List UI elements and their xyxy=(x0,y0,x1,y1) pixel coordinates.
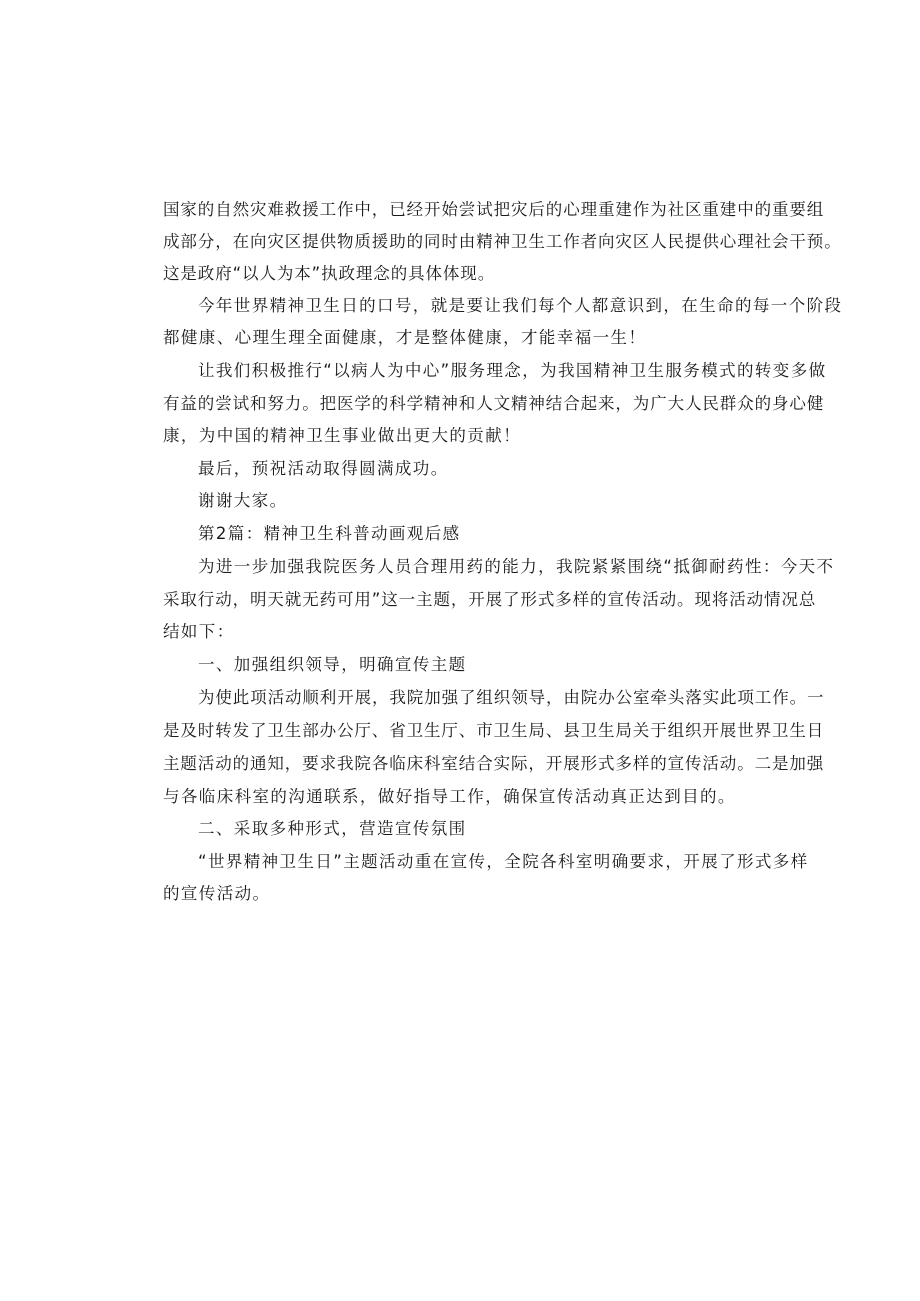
paragraph-line: “世界精神卫生日”主题活动重在宣传，全院各科室明确要求，开展了形式多样 xyxy=(198,852,809,871)
paragraph-line: 国家的自然灾难救援工作中，已经开始尝试把灾后的心理重建作为社区重建中的重要组 xyxy=(163,200,825,219)
paragraph-line: 主题活动的通知，要求我院各临床科室结合实际，开展形式多样的宣传活动。二是加强 xyxy=(163,754,825,773)
paragraph-line: 谢谢大家。 xyxy=(198,491,288,510)
paragraph-line: 康，为中国的精神卫生事业做出更大的贡献！ xyxy=(163,426,521,445)
paragraph-line: 都健康、心理生理全面健康，才是整体健康，才能幸福一生！ xyxy=(163,328,647,347)
section-heading: 二、采取多种形式，营造宣传氛围 xyxy=(198,819,467,838)
paragraph-line: 成部分，在向灾区提供物质援助的同时由精神卫生工作者向灾区人民提供心理社会干预。 xyxy=(163,232,842,251)
paragraph-line: 为使此项活动顺利开展，我院加强了组织领导，由院办公室牵头落实此项工作。一 xyxy=(198,688,825,707)
paragraph-line: 是及时转发了卫生部办公厅、省卫生厅、市卫生局、县卫生局关于组织开展世界卫生日 xyxy=(163,721,825,740)
paragraph-line: 这是政府“以人为本”执政理念的具体体现。 xyxy=(163,264,496,283)
paragraph-line: 让我们积极推行“以病人为中心”服务理念，为我国精神卫生服务模式的转变多做 xyxy=(198,361,827,380)
paragraph-line: 为进一步加强我院医务人员合理用药的能力，我院紧紧围绕“抵御耐药性：今天不 xyxy=(198,557,835,576)
paragraph-line: 有益的尝试和努力。把医学的科学精神和人文精神结合起来，为广大人民群众的身心健 xyxy=(163,394,825,413)
paragraph-line: 最后，预祝活动取得圆满成功。 xyxy=(198,459,449,478)
section-heading: 一、加强组织领导，明确宣传主题 xyxy=(198,655,467,674)
paragraph-line: 采取行动，明天就无药可用”这一主题，开展了形式多样的宣传活动。现将活动情况总 xyxy=(163,590,817,609)
article-heading: 第2篇：精神卫生科普动画观后感 xyxy=(198,524,461,543)
paragraph-line: 与各临床科室的沟通联系，做好指导工作，确保宣传活动真正达到目的。 xyxy=(163,787,736,806)
paragraph-line: 的宣传活动。 xyxy=(163,884,271,903)
paragraph-line: 今年世界精神卫生日的口号，就是要让我们每个人都意识到，在生命的每一个阶段 xyxy=(198,296,843,315)
paragraph-line: 结如下： xyxy=(163,622,235,641)
